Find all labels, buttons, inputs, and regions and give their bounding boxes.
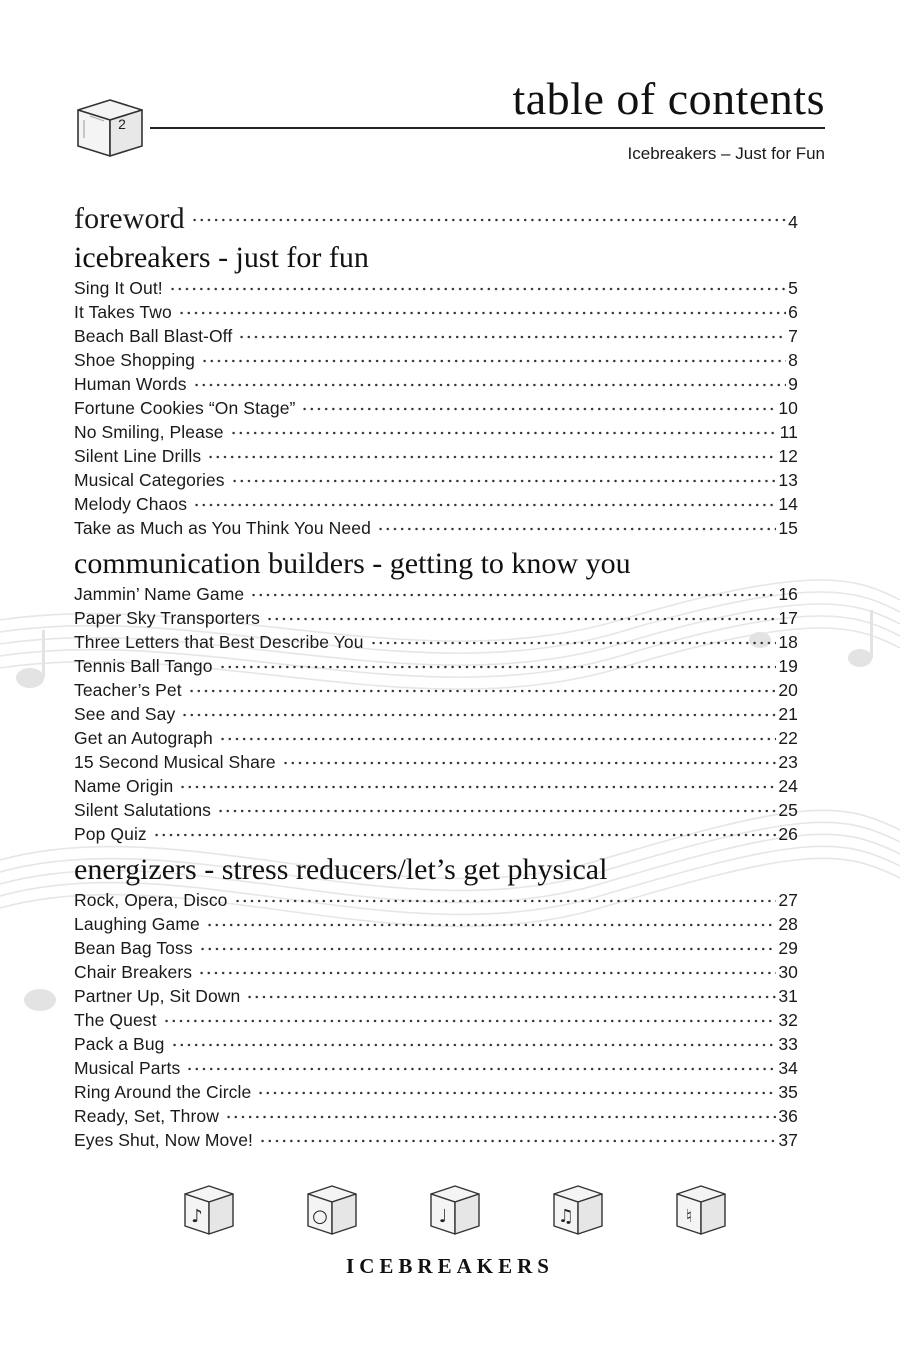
toc-entry-page: 18 xyxy=(778,632,798,652)
dot-leader xyxy=(181,703,776,721)
dot-leader xyxy=(219,655,777,673)
dot-leader xyxy=(163,1009,777,1027)
toc-entry-label: Ring Around the Circle xyxy=(74,1082,252,1102)
section-heading: icebreakers - just for fun xyxy=(74,241,369,274)
section-entry-list xyxy=(74,276,798,540)
toc-entry[interactable] xyxy=(74,912,798,936)
toc-entry-label: Tennis Ball Tango xyxy=(74,656,213,676)
toc-entry-label: Name Origin xyxy=(74,776,174,796)
toc-entry-foreword[interactable] xyxy=(74,198,798,234)
dot-leader xyxy=(266,607,776,625)
whole-note-icon xyxy=(303,1180,361,1238)
toc-entry-page: 21 xyxy=(778,704,798,724)
section-heading: communication builders - getting to know you xyxy=(74,547,631,580)
dot-leader xyxy=(219,727,777,745)
toc-entry-page: 15 xyxy=(778,518,798,538)
toc-entry-page: 13 xyxy=(778,470,798,490)
svg-text:○: ○ xyxy=(312,1206,328,1227)
dot-leader xyxy=(169,277,786,295)
dot-leader xyxy=(234,889,777,907)
dot-leader xyxy=(250,583,776,601)
toc-entry-page: 34 xyxy=(778,1058,798,1078)
half-note-icon xyxy=(426,1180,484,1238)
dot-leader xyxy=(201,349,786,367)
dot-leader xyxy=(186,1057,776,1075)
toc-entry-label: Sing It Out! xyxy=(74,278,163,298)
toc-entry[interactable] xyxy=(74,582,798,606)
toc-entry-label: Chair Breakers xyxy=(74,962,193,982)
toc-entry-label: Teacher’s Pet xyxy=(74,680,182,700)
title-rule xyxy=(150,127,825,129)
toc-entry-page: 33 xyxy=(778,1034,798,1054)
section-entry-list xyxy=(74,582,798,846)
toc-entry[interactable] xyxy=(74,774,798,798)
toc-entry-label: Silent Line Drills xyxy=(74,446,202,466)
dot-leader xyxy=(207,445,776,463)
toc-entry-label: Musical Parts xyxy=(74,1058,181,1078)
toc-entry[interactable] xyxy=(74,726,798,750)
toc-entry-page: 22 xyxy=(778,728,798,748)
toc-entry-label: Get an Autograph xyxy=(74,728,213,748)
dot-leader xyxy=(179,775,776,793)
running-header: Icebreakers – Just for Fun xyxy=(627,144,825,163)
toc-entry-label: Shoe Shopping xyxy=(74,350,195,370)
dot-leader xyxy=(231,469,777,487)
toc-entry-label: Beach Ball Blast-Off xyxy=(74,326,233,346)
table-of-contents xyxy=(74,198,798,1152)
toc-entry-page: 27 xyxy=(778,890,798,910)
toc-entry-page: 14 xyxy=(778,494,798,514)
toc-entry-page: 26 xyxy=(778,824,798,844)
toc-entry-label: Pack a Bug xyxy=(74,1034,165,1054)
footer-ice-cubes xyxy=(180,1180,730,1240)
eighth-note-icon xyxy=(180,1180,238,1238)
toc-entry-page: 20 xyxy=(778,680,798,700)
svg-text:♪: ♪ xyxy=(191,1206,203,1227)
toc-entry-page: 25 xyxy=(778,800,798,820)
toc-entry-page: 16 xyxy=(778,584,798,604)
toc-entry-page: 12 xyxy=(778,446,798,466)
toc-entry-page: 6 xyxy=(788,302,798,322)
dot-leader xyxy=(206,913,776,931)
toc-entry-page: 10 xyxy=(778,398,798,418)
toc-entry-label: See and Say xyxy=(74,704,176,724)
toc-entry-page: 9 xyxy=(788,374,798,394)
toc-entry-label: foreword xyxy=(74,202,185,235)
section-heading: energizers - stress reducers/let’s get physical xyxy=(74,853,608,886)
toc-entry-label: Fortune Cookies “On Stage” xyxy=(74,398,296,418)
svg-text:♩: ♩ xyxy=(438,1206,448,1227)
toc-entry[interactable] xyxy=(74,1104,798,1128)
toc-entry[interactable] xyxy=(74,702,798,726)
toc-entry[interactable] xyxy=(74,822,798,846)
toc-entry-page: 11 xyxy=(779,422,798,442)
toc-entry-label: Silent Salutations xyxy=(74,800,212,820)
toc-entry-label: Human Words xyxy=(74,374,187,394)
dot-leader xyxy=(246,985,776,1003)
dot-leader xyxy=(198,961,776,979)
toc-entry[interactable] xyxy=(74,678,798,702)
toc-entry[interactable] xyxy=(74,1080,798,1104)
toc-entry[interactable] xyxy=(74,300,798,324)
dot-leader xyxy=(225,1105,776,1123)
toc-entry[interactable] xyxy=(74,1008,798,1032)
toc-entry-label: Melody Chaos xyxy=(74,494,188,514)
dot-leader xyxy=(259,1129,776,1147)
toc-entry[interactable] xyxy=(74,984,798,1008)
toc-entry-page: 4 xyxy=(788,212,798,232)
dot-leader xyxy=(178,301,786,319)
dot-leader xyxy=(217,799,776,817)
toc-entry[interactable] xyxy=(74,606,798,630)
ice-cube-icon xyxy=(70,92,148,162)
toc-entry-page: 36 xyxy=(778,1106,798,1126)
toc-entry-label: No Smiling, Please xyxy=(74,422,224,442)
toc-entry-page: 30 xyxy=(778,962,798,982)
toc-entry-page: 28 xyxy=(778,914,798,934)
toc-entry-page: 17 xyxy=(778,608,798,628)
toc-entry[interactable] xyxy=(74,654,798,678)
toc-entry[interactable] xyxy=(74,936,798,960)
toc-entry-page: 23 xyxy=(778,752,798,772)
toc-entry[interactable] xyxy=(74,888,798,912)
toc-entry[interactable] xyxy=(74,516,798,540)
dot-leader xyxy=(301,397,776,415)
svg-text:♮: ♮ xyxy=(685,1206,693,1227)
toc-entry[interactable] xyxy=(74,396,798,420)
toc-entry-page: 8 xyxy=(788,350,798,370)
dot-leader xyxy=(377,517,776,535)
dot-leader xyxy=(238,325,786,343)
toc-entry[interactable] xyxy=(74,960,798,984)
toc-entry-page: 7 xyxy=(788,326,798,346)
dot-leader xyxy=(370,631,777,649)
toc-entry-label: Musical Categories xyxy=(74,470,225,490)
toc-entry-label: Jammin’ Name Game xyxy=(74,584,245,604)
toc-entry-label: Bean Bag Toss xyxy=(74,938,193,958)
section-entry-list xyxy=(74,888,798,1152)
dot-leader xyxy=(230,421,778,439)
toc-entry-page: 32 xyxy=(778,1010,798,1030)
dot-leader xyxy=(193,373,787,391)
toc-entry-label: Paper Sky Transporters xyxy=(74,608,261,628)
toc-entry[interactable] xyxy=(74,1128,798,1152)
toc-entry[interactable] xyxy=(74,492,798,516)
toc-entry-label: Three Letters that Best Describe You xyxy=(74,632,364,652)
page-number: 2 xyxy=(118,116,126,132)
toc-entry-label: It Takes Two xyxy=(74,302,172,322)
toc-entry[interactable] xyxy=(74,420,798,444)
toc-entry-label: Take as Much as You Think You Need xyxy=(74,518,371,538)
toc-entry-page: 35 xyxy=(778,1082,798,1102)
sixteenth-note-icon xyxy=(549,1180,607,1238)
toc-entry[interactable] xyxy=(74,468,798,492)
dot-leader xyxy=(257,1081,776,1099)
dot-leader xyxy=(282,751,777,769)
toc-entry[interactable] xyxy=(74,276,798,300)
toc-entry-label: 15 Second Musical Share xyxy=(74,752,276,772)
toc-entry-label: Eyes Shut, Now Move! xyxy=(74,1130,254,1150)
toc-entry[interactable] xyxy=(74,444,798,468)
page-title: table of contents xyxy=(512,73,825,124)
dot-leader xyxy=(171,1033,777,1051)
dot-leader xyxy=(188,679,777,697)
toc-entry[interactable] xyxy=(74,1056,798,1080)
toc-entry-page: 37 xyxy=(778,1130,798,1150)
toc-entry-page: 19 xyxy=(778,656,798,676)
toc-entry-page: 29 xyxy=(778,938,798,958)
toc-entry-label: Ready, Set, Throw xyxy=(74,1106,220,1126)
toc-entry-page: 31 xyxy=(778,986,798,1006)
brand-wordmark: ICEBREAKERS xyxy=(346,1254,554,1278)
toc-entry[interactable] xyxy=(74,798,798,822)
toc-entry-page: 5 xyxy=(788,278,798,298)
toc-entry[interactable] xyxy=(74,1032,798,1056)
natural-sign-icon xyxy=(672,1180,730,1238)
toc-entry-label: Rock, Opera, Disco xyxy=(74,890,228,910)
dot-leader xyxy=(199,937,777,955)
toc-entry-label: Pop Quiz xyxy=(74,824,147,844)
toc-entry-page: 24 xyxy=(778,776,798,796)
svg-text:♫: ♫ xyxy=(557,1206,575,1227)
toc-entry-label: Laughing Game xyxy=(74,914,200,934)
toc-entry[interactable] xyxy=(74,372,798,396)
dot-leader xyxy=(193,493,776,511)
toc-entry[interactable] xyxy=(74,324,798,348)
toc-entry-label: Partner Up, Sit Down xyxy=(74,986,241,1006)
toc-entry-label: The Quest xyxy=(74,1010,157,1030)
toc-entry[interactable] xyxy=(74,750,798,774)
dot-leader xyxy=(153,823,777,841)
toc-entry[interactable] xyxy=(74,348,798,372)
dot-leader xyxy=(191,198,786,228)
toc-entry[interactable] xyxy=(74,630,798,654)
